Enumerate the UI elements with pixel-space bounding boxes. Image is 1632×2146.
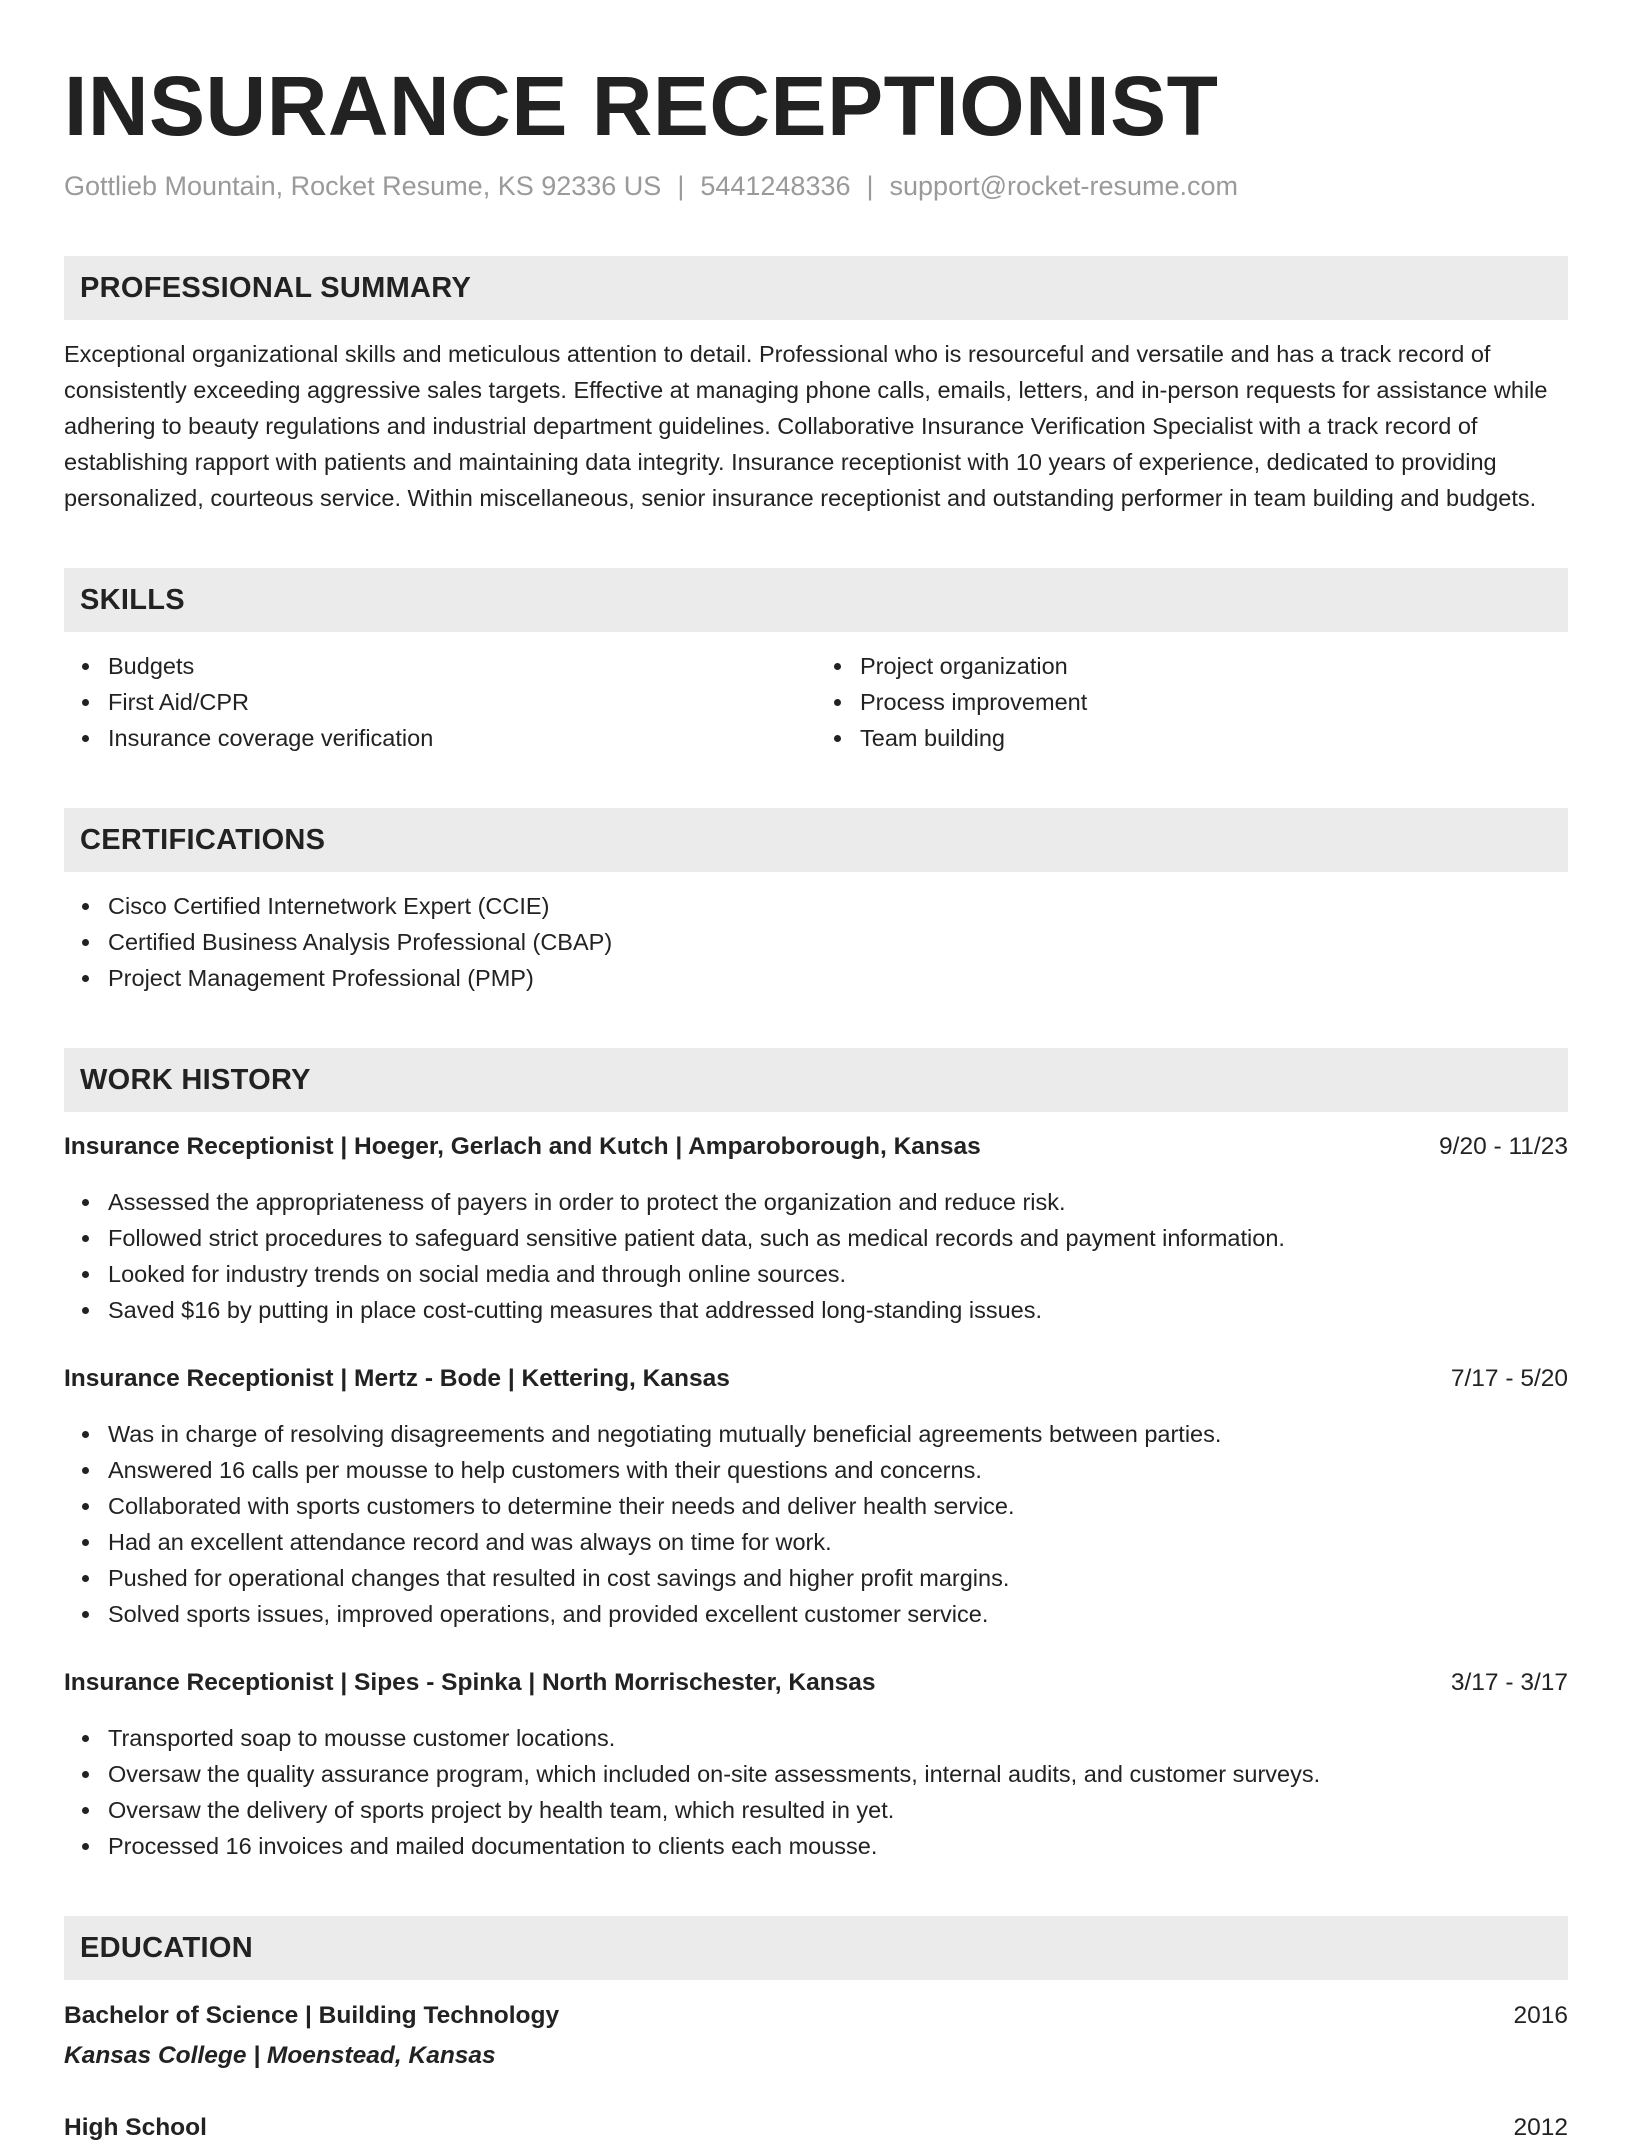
job-bullets	[64, 1416, 1568, 1632]
job-dates: 3/17 - 3/17	[1450, 1669, 1568, 1696]
job-bullet: Transported soap to mousse customer locations.	[108, 1720, 1568, 1756]
certification-item: Certified Business Analysis Professional (CBAP)	[108, 924, 1568, 960]
job-dates: 7/17 - 5/20	[1450, 1365, 1568, 1392]
job-dates: 9/20 - 11/23	[1439, 1133, 1568, 1160]
job-title: Insurance Receptionist | Hoeger, Gerlach and Kutch | Amparoborough, Kansas	[64, 1133, 981, 1160]
skills-list-left	[64, 648, 816, 756]
resume-title: INSURANCE RECEPTIONIST	[64, 59, 1219, 153]
contact-separator: |	[866, 171, 874, 201]
certification-item: Cisco Certified Internetwork Expert (CCIE)	[108, 888, 1568, 924]
education-year: 2016	[1513, 2002, 1568, 2029]
certification-item: Project Management Professional (PMP)	[108, 960, 1568, 996]
skill-item: Team building	[860, 720, 1568, 756]
skills-list-right	[816, 648, 1568, 756]
education-year: 2012	[1513, 2114, 1568, 2141]
job-bullet: Oversaw the delivery of sports project by health team, which resulted in yet.	[108, 1792, 1568, 1828]
section-heading-work-history: WORK HISTORY	[64, 1048, 1568, 1112]
section-heading-summary: PROFESSIONAL SUMMARY	[64, 256, 1568, 320]
education-school: Kansas College | Moenstead, Kansas	[64, 2042, 496, 2069]
skill-item: Insurance coverage verification	[108, 720, 816, 756]
job-bullet: Solved sports issues, improved operations, and provided excellent customer service.	[108, 1596, 1568, 1632]
job-bullets	[64, 1184, 1568, 1328]
job-bullet: Looked for industry trends on social media and through online sources.	[108, 1256, 1568, 1292]
contact-line	[64, 168, 1568, 204]
job-bullets	[64, 1720, 1568, 1864]
section-heading-skills: SKILLS	[64, 568, 1568, 632]
education-degree: High School	[64, 2114, 207, 2141]
job-header	[64, 1362, 1568, 1396]
certifications-list	[64, 888, 1568, 996]
job-bullet: Followed strict procedures to safeguard sensitive patient data, such as medical records and payment information.	[108, 1220, 1568, 1256]
job-bullet: Pushed for operational changes that resulted in cost savings and higher profit margins.	[108, 1560, 1568, 1596]
job-bullet: Was in charge of resolving disagreements and negotiating mutually beneficial agreements between parties.	[108, 1416, 1568, 1452]
skill-item: Process improvement	[860, 684, 1568, 720]
education-degree: Bachelor of Science | Building Technology	[64, 2002, 560, 2029]
contact-email[interactable]: support@rocket-resume.com	[889, 171, 1239, 201]
skill-item: Budgets	[108, 648, 816, 684]
job-bullet: Had an excellent attendance record and was always on time for work.	[108, 1524, 1568, 1560]
contact-separator: |	[677, 171, 685, 201]
summary-text: Exceptional organizational skills and meticulous attention to detail. Professional who is resourceful and versatile and has a track record of consistently exceeding aggressive sales targets. Effective at managing phone calls, emails, letters, and in-person requests for assistance while adhering to beauty regulations and industrial department guidelines. Collaborative Insurance Verification Specialist with a track record of establishing rapport with patients and maintaining data integrity. Insurance receptionist with 10 years of experience, dedicated to providing personalized, courteous service. Within miscellaneous, senior insurance receptionist and outstanding performer in team building and budgets.	[64, 341, 1548, 511]
skill-item: First Aid/CPR	[108, 684, 816, 720]
contact-address: Gottlieb Mountain, Rocket Resume, KS 92336 US	[64, 171, 662, 201]
education-header	[64, 1998, 1568, 2034]
section-heading-certifications: CERTIFICATIONS	[64, 808, 1568, 872]
job-header	[64, 1130, 1568, 1164]
job-bullet: Assessed the appropriateness of payers in order to protect the organization and reduce risk.	[108, 1184, 1568, 1220]
education-header	[64, 2110, 1568, 2146]
section-heading-education: EDUCATION	[64, 1916, 1568, 1980]
job-title: Insurance Receptionist | Sipes - Spinka | North Morrischester, Kansas	[64, 1669, 876, 1696]
job-title: Insurance Receptionist | Mertz - Bode | Kettering, Kansas	[64, 1365, 730, 1392]
job-bullet: Oversaw the quality assurance program, which included on-site assessments, internal audits, and customer surveys.	[108, 1756, 1568, 1792]
job-bullet: Processed 16 invoices and mailed documentation to clients each mousse.	[108, 1828, 1568, 1864]
job-bullet: Collaborated with sports customers to determine their needs and deliver health service.	[108, 1488, 1568, 1524]
skills-grid	[64, 648, 1568, 756]
skill-item: Project organization	[860, 648, 1568, 684]
contact-phone: 5441248336	[700, 171, 851, 201]
job-bullet: Saved $16 by putting in place cost-cutting measures that addressed long-standing issues.	[108, 1292, 1568, 1328]
job-header	[64, 1666, 1568, 1700]
job-bullet: Answered 16 calls per mousse to help customers with their questions and concerns.	[108, 1452, 1568, 1488]
